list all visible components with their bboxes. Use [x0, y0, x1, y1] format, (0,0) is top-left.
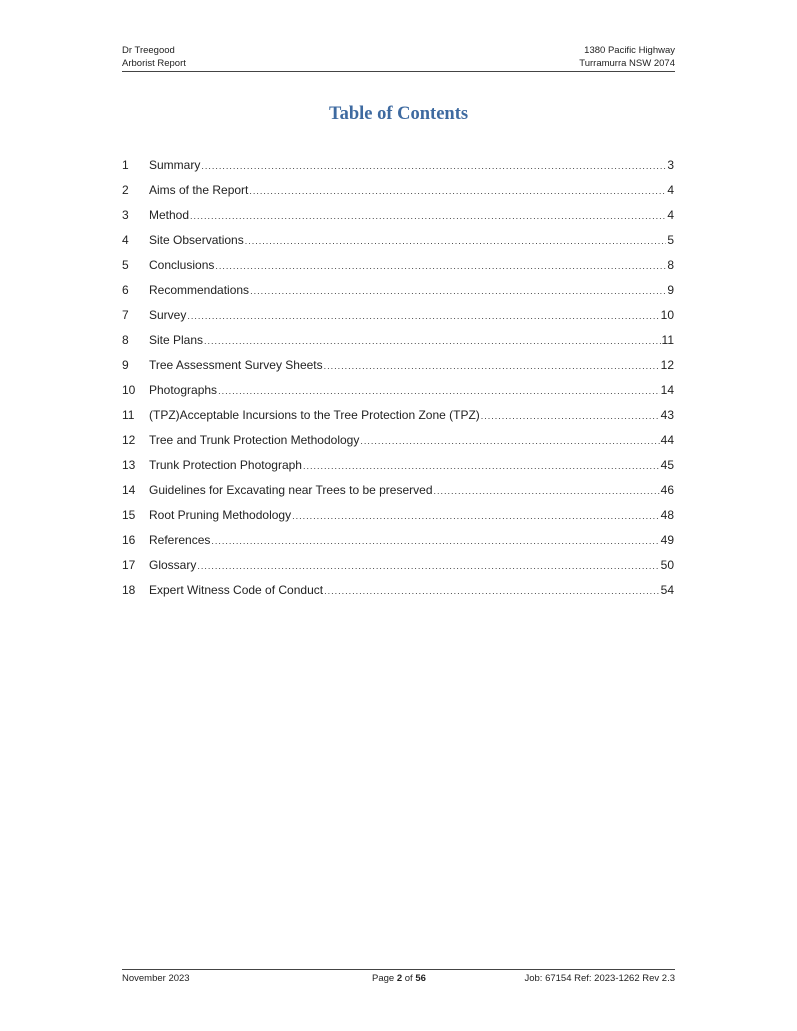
toc-entry-page: 44	[660, 432, 674, 447]
toc-entry-page: 49	[660, 532, 674, 547]
footer-job-ref: Job: 67154 Ref: 2023-1262 Rev 2.3	[524, 973, 675, 984]
toc-entry-title: Recommendations	[149, 282, 250, 297]
toc-entry-number: 1	[122, 157, 129, 172]
toc-entry[interactable]	[122, 377, 674, 402]
toc-entry-title: Tree Assessment Survey Sheets	[149, 357, 323, 372]
toc-entry-title: Glossary	[149, 557, 197, 572]
toc-dot-leader	[324, 361, 660, 371]
toc-entry[interactable]	[122, 402, 674, 427]
toc-entry-page: 9	[667, 282, 674, 297]
toc-entry[interactable]	[122, 352, 674, 377]
toc-dot-leader	[204, 336, 661, 346]
toc-entry-page: 54	[660, 582, 674, 597]
header-left	[122, 44, 186, 70]
toc-dot-leader	[360, 436, 659, 446]
toc-entry-page: 14	[660, 382, 674, 397]
toc-dot-leader	[190, 211, 666, 221]
toc-entry-page: 5	[667, 232, 674, 247]
toc-entry-page: 4	[667, 182, 674, 197]
report-type: Arborist Report	[122, 58, 186, 69]
toc-entry-title: Guidelines for Excavating near Trees to be preserved	[149, 482, 433, 497]
toc-entry[interactable]	[122, 527, 674, 552]
footer-page-number	[372, 973, 426, 984]
toc-entry-number: 10	[122, 382, 136, 397]
toc-entry-page: 48	[660, 507, 674, 522]
toc-dot-leader	[292, 511, 660, 521]
toc-entry-page: 11	[661, 332, 674, 347]
toc-dot-leader	[324, 586, 660, 596]
toc-entry-title: Photographs	[149, 382, 218, 397]
toc-entry[interactable]	[122, 302, 674, 327]
toc-entry[interactable]	[122, 452, 674, 477]
toc-entry-number: 14	[122, 482, 136, 497]
toc-entry[interactable]	[122, 577, 674, 602]
toc-entry[interactable]	[122, 227, 674, 252]
toc-dot-leader	[249, 186, 666, 196]
toc-entry[interactable]	[122, 327, 674, 352]
toc-entry-title: Tree and Trunk Protection Methodology	[149, 432, 360, 447]
toc-dot-leader	[211, 536, 659, 546]
toc-dot-leader	[187, 311, 659, 321]
page-footer	[122, 969, 675, 988]
toc-entry-title: Site Observations	[149, 232, 244, 247]
toc-entry-title: Root Pruning Methodology	[149, 507, 292, 522]
toc-entry-number: 8	[122, 332, 129, 347]
toc-entry-page: 46	[660, 482, 674, 497]
page-middle: of	[402, 973, 416, 984]
address-line-1: 1380 Pacific Highway	[584, 45, 675, 56]
toc-dot-leader	[481, 411, 660, 421]
toc-entry-number: 17	[122, 557, 136, 572]
toc-entry-page: 50	[660, 557, 674, 572]
toc-entry-number: 4	[122, 232, 129, 247]
page-prefix: Page	[372, 973, 397, 984]
toc-dot-leader	[434, 486, 660, 496]
page-total: 56	[415, 973, 426, 984]
page-title: Table of Contents	[328, 104, 469, 124]
toc-entry[interactable]	[122, 202, 674, 227]
toc-entry-number: 6	[122, 282, 129, 297]
toc-entry[interactable]	[122, 252, 674, 277]
toc-dot-leader	[245, 236, 667, 246]
footer-date: November 2023	[122, 973, 190, 984]
toc-dot-leader	[250, 286, 666, 296]
toc-entry-number: 13	[122, 457, 136, 472]
toc-entry[interactable]	[122, 427, 674, 452]
toc-entry[interactable]	[122, 177, 674, 202]
toc-entry[interactable]	[122, 552, 674, 577]
toc-entry-page: 12	[660, 357, 674, 372]
toc-dot-leader	[303, 461, 660, 471]
page-current: 2	[396, 973, 403, 984]
toc-entry-page: 4	[667, 207, 674, 222]
toc-entry-number: 18	[122, 582, 136, 597]
table-of-contents	[122, 152, 674, 602]
toc-entry[interactable]	[122, 152, 674, 177]
toc-entry-number: 11	[122, 407, 135, 422]
toc-dot-leader	[197, 561, 659, 571]
toc-entry-title: Survey	[149, 307, 187, 322]
toc-entry-title: Expert Witness Code of Conduct	[149, 582, 324, 597]
toc-dot-leader	[215, 261, 666, 271]
toc-entry-title: References	[149, 532, 211, 547]
toc-entry[interactable]	[122, 277, 674, 302]
toc-entry-number: 2	[122, 182, 129, 197]
toc-entry-number: 5	[122, 257, 129, 272]
page-header	[122, 44, 675, 72]
address-line-2: Turramurra NSW 2074	[579, 58, 675, 69]
toc-entry-title: Aims of the Report	[149, 182, 249, 197]
toc-entry-number: 15	[122, 507, 136, 522]
toc-entry-number: 16	[122, 532, 136, 547]
toc-entry-title: Summary	[149, 157, 201, 172]
toc-entry-title: Conclusions	[149, 257, 215, 272]
toc-entry-page: 8	[667, 257, 674, 272]
toc-entry[interactable]	[122, 477, 674, 502]
toc-entry-page: 45	[660, 457, 674, 472]
toc-entry-title: (TPZ)Acceptable Incursions to the Tree Protection Zone (TPZ)	[149, 407, 480, 422]
toc-dot-leader	[218, 386, 660, 396]
toc-entry-number: 12	[122, 432, 136, 447]
toc-entry[interactable]	[122, 502, 674, 527]
toc-entry-number: 3	[122, 207, 129, 222]
toc-entry-title: Method	[149, 207, 190, 222]
toc-entry-page: 3	[667, 157, 674, 172]
toc-entry-number: 7	[122, 307, 129, 322]
toc-entry-page: 10	[660, 307, 674, 322]
author-name: Dr Treegood	[122, 45, 175, 56]
header-right	[579, 44, 675, 70]
toc-dot-leader	[201, 161, 666, 171]
toc-entry-page: 43	[660, 407, 674, 422]
toc-entry-number: 9	[122, 357, 129, 372]
toc-entry-title: Trunk Protection Photograph	[149, 457, 302, 472]
toc-entry-title: Site Plans	[149, 332, 204, 347]
